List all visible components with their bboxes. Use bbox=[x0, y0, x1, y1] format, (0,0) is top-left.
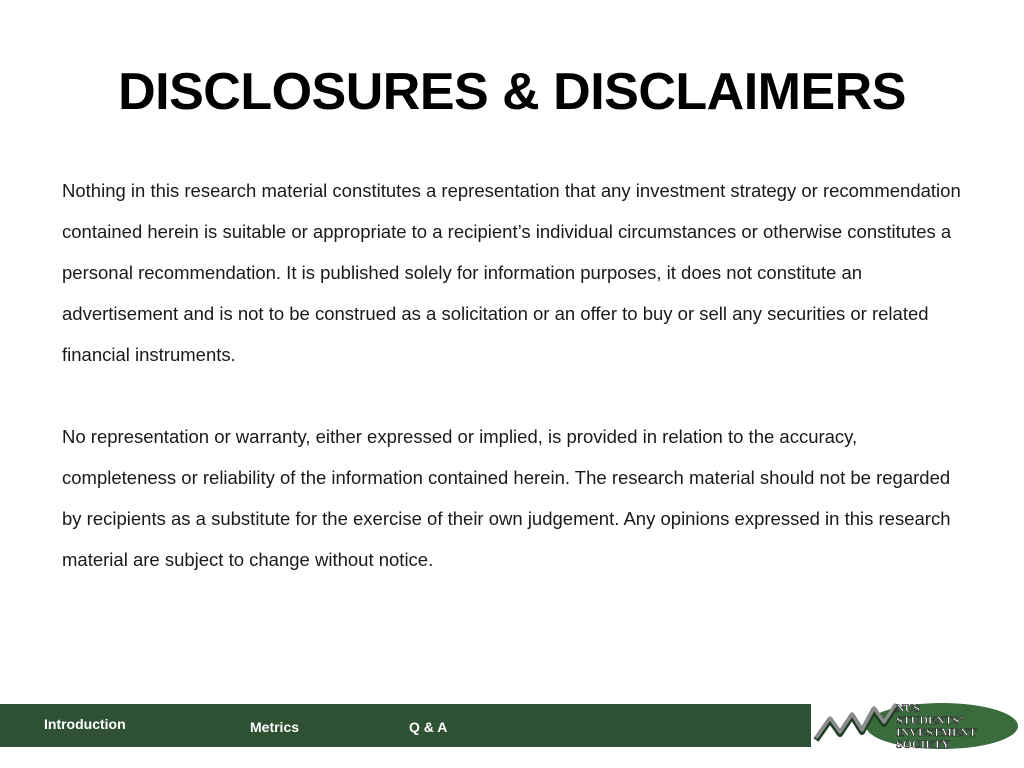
logo-text-line-2: STUDENTS' bbox=[896, 713, 963, 727]
nav-link-introduction[interactable]: Introduction bbox=[44, 716, 126, 732]
slide-title: DISCLOSURES & DISCLAIMERS bbox=[118, 63, 906, 121]
nav-link-qa[interactable]: Q & A bbox=[409, 719, 448, 735]
logo-text-line-1: NUS bbox=[896, 701, 921, 715]
nus-investment-society-logo bbox=[812, 698, 1020, 752]
disclaimer-body bbox=[62, 170, 967, 580]
disclaimer-paragraph-1: Nothing in this research material constitutes a representation that any investment strategy or recommendation contained herein is suitable or appropriate to a recipient’s individual circumstances or otherwise constitutes a personal recommendation. It is published solely for information purposes, it does not constitute an advertisement and is not to be construed as a solicitation or an offer to buy or sell any securities or related financial instruments. bbox=[62, 180, 961, 365]
logo-text-line-3: INVESTMENT bbox=[896, 725, 977, 739]
disclaimer-paragraph-2: No representation or warranty, either expressed or implied, is provided in relation to the accuracy, completeness or reliability of the information contained herein. The research material should not be regarded by recipients as a substitute for the exercise of their own judgement. Any opinions expressed in this research material are subject to change without notice. bbox=[62, 426, 951, 570]
nav-link-metrics[interactable]: Metrics bbox=[250, 719, 300, 735]
footer-nav-bar bbox=[0, 704, 811, 747]
logo-text-line-4: SOCIETY bbox=[896, 737, 951, 751]
